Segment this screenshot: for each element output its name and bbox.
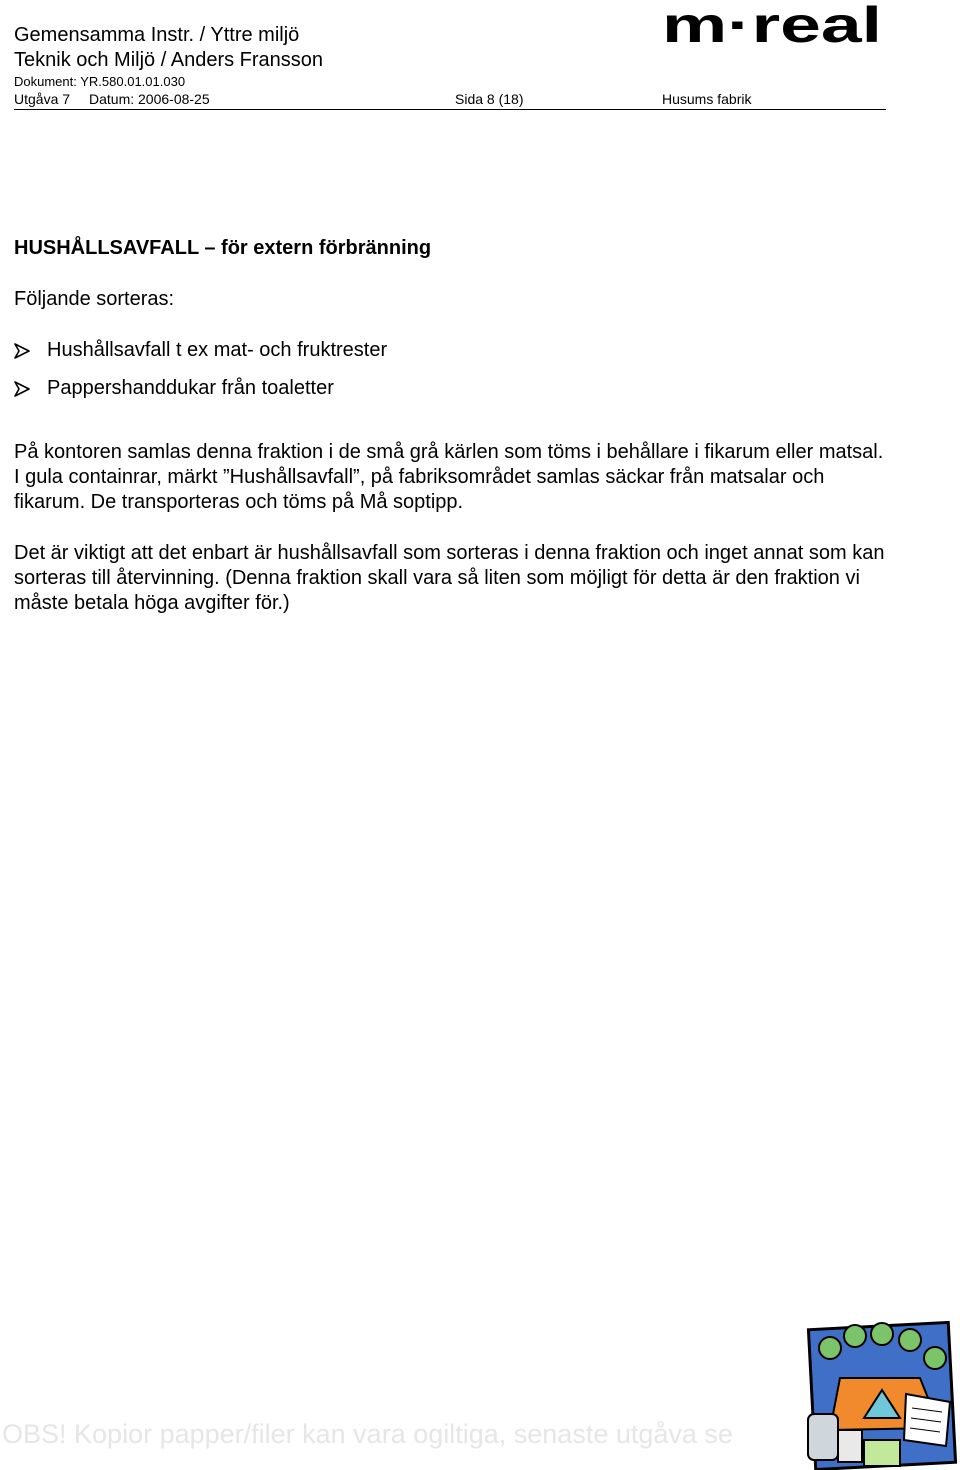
arrowhead-bullet-icon: [14, 381, 30, 397]
page-number: Sida 8 (18): [455, 91, 524, 107]
recycling-clipart-icon: [800, 1318, 960, 1470]
list-item-text: Pappershanddukar från toaletter: [47, 377, 334, 399]
intro-text: Följande sorteras:: [14, 288, 175, 310]
footer-notice: OBS! Kopior papper/filer kan vara ogiltiga, senaste utgåva se: [2, 1419, 733, 1449]
edition-label: Utgåva 7: [14, 91, 71, 107]
header-department: Gemensamma Instr. / Yttre miljö: [14, 24, 300, 46]
header-author: Teknik och Miljö / Anders Fransson: [14, 49, 324, 71]
date-label: Datum: 2006-08-25: [89, 91, 210, 107]
section-title: HUSHÅLLSAVFALL – för extern förbränning: [14, 237, 432, 259]
m-real-logo: [662, 0, 884, 46]
paragraph: Det är viktigt att det enbart är hushållsavfall som sorteras i denna fraktion och inget annat som kan sorteras till återvinning. (Denna fraktion skall vara så liten som möjligt för detta är den fraktion vi måste betala höga avgifter för.): [14, 542, 885, 614]
header-document-id: Dokument: YR.580.01.01.030: [14, 74, 186, 89]
paragraph: På kontoren samlas denna fraktion i de små grå kärlen som töms i behållare i fikarum eller matsal. I gula containrar, märkt ”Hushållsavfall”, på fabriksområdet samlas säckar från matsalar och fikarum. De transporteras och töms på Må soptipp.: [14, 441, 884, 513]
site-label: Husums fabrik: [662, 91, 752, 107]
svg-text:m·real: m·real: [662, 0, 882, 46]
arrowhead-bullet-icon: [14, 343, 30, 359]
header-meta-row: [14, 91, 886, 110]
list-item-text: Hushållsavfall t ex mat- och fruktrester: [47, 339, 388, 361]
